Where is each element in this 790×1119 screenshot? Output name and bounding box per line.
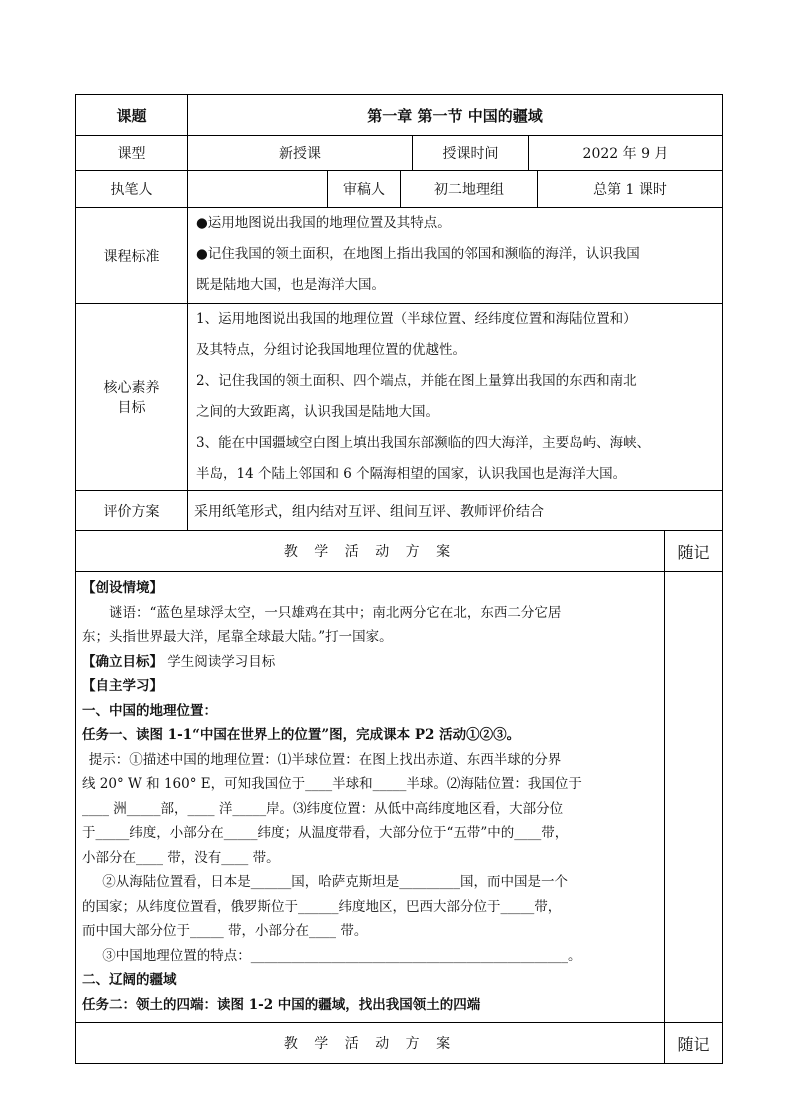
standards-item: 既是陆地大国，也是海洋大国。: [196, 277, 385, 293]
task-heading: 任务二：领土的四端：读图 1-2 中国的疆域，找出我国领土的四端: [82, 996, 481, 1013]
hint-text: 的国家；从纬度位置看，俄罗斯位于______纬度地区，巴西大部分位于_____带，: [82, 898, 562, 915]
core-line: 半岛，14 个陆上邻国和 6 个隔海相望的国家，认识我国也是海洋大国。: [196, 466, 627, 482]
activity-row: [76, 572, 722, 1023]
hint-text: ____ 洲_____部，____ 洋_____岸。⑶纬度位置：从低中高纬度地区看，大部分位: [82, 800, 564, 817]
hint-text: 小部分在____ 带，没有____ 带。: [82, 849, 280, 866]
subheading: 一、中国的地理位置：: [82, 702, 217, 719]
standards-row: [76, 208, 722, 304]
plan-footer-title: 教 学 活 动 方 案: [76, 1023, 665, 1063]
notes-column: [665, 572, 722, 1022]
hint-text: ③中国地理位置的特点：_______________________________________________。: [102, 947, 582, 964]
reviewer-label: 审稿人: [328, 171, 401, 207]
standards-label: 课程标准: [76, 208, 188, 303]
plan-header-row: [76, 531, 722, 572]
section-heading: 【创设情境】: [82, 580, 163, 596]
core-label-line: 目标: [117, 400, 146, 416]
core-label-line: 核心素养: [103, 380, 160, 396]
core-line: 之间的大致距离，认识我国是陆地大国。: [196, 404, 439, 420]
lesson-plan-table: [75, 94, 723, 1064]
core-line: 及其特点，分组讨论我国地理位置的优越性。: [196, 342, 466, 358]
time-value: 2022 年 9 月: [582, 146, 669, 162]
task-heading: 任务一、读图 1-1“中国在世界上的位置”图，完成课本 P2 活动①②③。: [82, 727, 521, 743]
hint-text: 线 20° W 和 160° E，可知我国位于____半球和_____半球。⑵海陆位置：我国位于: [82, 776, 582, 792]
standards-item: ●运用地图说出我国的地理位置及其特点。: [196, 215, 451, 231]
riddle-text: 东；头指世界最大洋，尾靠全球最大陆。”打一国家。: [82, 629, 393, 645]
section-heading: 【确立目标】: [82, 653, 163, 670]
topic-value: 第一章 第一节 中国的疆域: [367, 106, 543, 125]
type-row: [76, 136, 722, 171]
standards-item: ●记住我国的领土面积，在地图上指出我国的邻国和濒临的海洋，认识我国: [196, 246, 640, 262]
core-line: 1、运用地图说出我国的地理位置（半球位置、经纬度位置和海陆位置和）: [196, 311, 637, 327]
core-line: 3、能在中国疆域空白图上填出我国东部濒临的四大海洋，主要岛屿、海峡、: [196, 435, 651, 451]
activity-content: [76, 572, 665, 1022]
author-label: 执笔人: [76, 171, 188, 207]
plan-header-notes: 随记: [677, 542, 710, 562]
standards-content: [188, 208, 722, 303]
subheading: 二、辽阔的疆域: [82, 972, 177, 988]
topic-row: [76, 95, 722, 136]
evaluation-row: [76, 491, 722, 531]
author-value: [188, 171, 328, 207]
hint-text: ②从海陆位置看，日本是______国，哈萨克斯坦是_________国，而中国是一个: [102, 874, 568, 890]
period-value: 总第 1 课时: [593, 182, 667, 198]
core-row: [76, 304, 722, 491]
section-heading: 【自主学习】: [82, 678, 163, 694]
plan-footer-notes: 随记: [677, 1034, 710, 1054]
plan-footer-row: [76, 1023, 722, 1063]
topic-label: 课题: [76, 95, 188, 135]
hint-text: 提示：①描述中国的地理位置：⑴半球位置：在图上找出赤道、东西半球的分界: [88, 751, 562, 768]
plan-header-title: 教 学 活 动 方 案: [76, 531, 665, 571]
core-line: 2、记住我国的领土面积、四个端点，并能在图上量算出我国的东西和南北: [196, 373, 637, 389]
hint-text: 而中国大部分位于_____ 带，小部分在____ 带。: [82, 923, 368, 939]
hint-text: 于_____纬度，小部分在_____纬度；从温度带看，大部分位于“五带”中的____带，: [82, 825, 569, 841]
type-value: 新授课: [188, 136, 413, 170]
core-content: [188, 304, 722, 490]
riddle-text: 谜语：“蓝色星球浮太空，一只雄鸡在其中；南北两分它在北，东西二分它居: [109, 604, 562, 621]
core-label: [76, 304, 188, 490]
type-label: 课型: [76, 136, 188, 170]
reviewer-value: 初二地理组: [401, 171, 538, 207]
goal-line: [82, 650, 658, 675]
evaluation-label: 评价方案: [76, 491, 188, 530]
goal-text: 学生阅读学习目标: [163, 653, 276, 670]
evaluation-value: 采用纸笔形式，组内结对互评、组间互评、教师评价结合: [194, 503, 544, 520]
time-label: 授课时间: [413, 136, 529, 170]
author-row: [76, 171, 722, 208]
